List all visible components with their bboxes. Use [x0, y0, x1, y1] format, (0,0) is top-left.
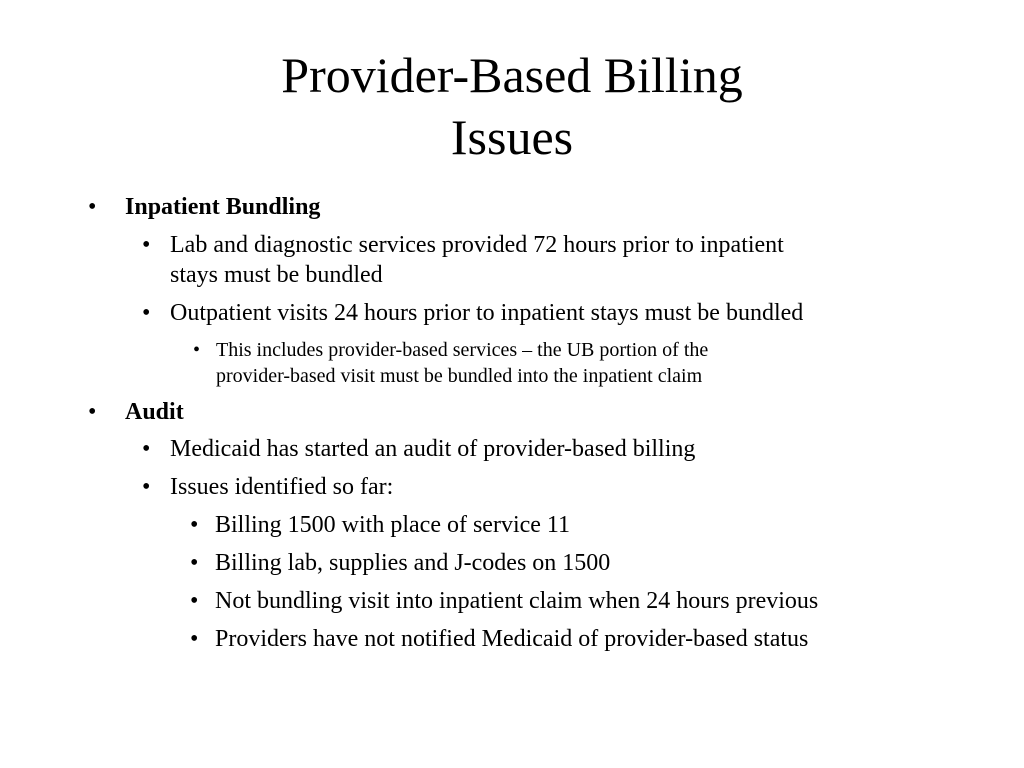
- bullet-marker: •: [190, 588, 199, 614]
- list-item-line: Not bundling visit into inpatient claim when 24 hours previous: [215, 588, 819, 614]
- list-item-line: stays must be bundled: [170, 262, 383, 288]
- section-heading-inpatient-bundling: Inpatient Bundling: [125, 194, 321, 220]
- list-item-line: Issues identified so far:: [170, 474, 394, 500]
- bullet-marker: •: [190, 550, 199, 576]
- bullet-marker: •: [193, 339, 201, 361]
- list-item-line: Billing lab, supplies and J-codes on 1500: [215, 550, 611, 576]
- title-line-2: Issues: [450, 109, 574, 165]
- list-item-line: Providers have not notified Medicaid of provider-based status: [215, 626, 809, 652]
- bullet-marker: •: [190, 626, 199, 652]
- bullet-marker: •: [142, 232, 151, 258]
- bullet-marker: •: [142, 436, 151, 462]
- bullet-marker: •: [142, 300, 151, 326]
- list-item-line: provider-based visit must be bundled into the inpatient claim: [216, 365, 703, 387]
- bullet-marker: •: [88, 399, 97, 425]
- list-item-line: This includes provider-based services – the UB portion of the: [216, 339, 709, 361]
- list-item-line: Lab and diagnostic services provided 72 hours prior to inpatient: [170, 232, 784, 258]
- title-line-1: Provider-Based Billing: [281, 47, 743, 103]
- list-item-line: Medicaid has started an audit of provider-based billing: [170, 436, 696, 462]
- section-heading-audit: Audit: [125, 399, 184, 425]
- bullet-marker: •: [88, 194, 97, 220]
- list-item-line: Outpatient visits 24 hours prior to inpatient stays must be bundled: [170, 300, 804, 326]
- bullet-marker: •: [190, 512, 199, 538]
- list-item-line: Billing 1500 with place of service 11: [215, 512, 571, 538]
- bullet-marker: •: [142, 474, 151, 500]
